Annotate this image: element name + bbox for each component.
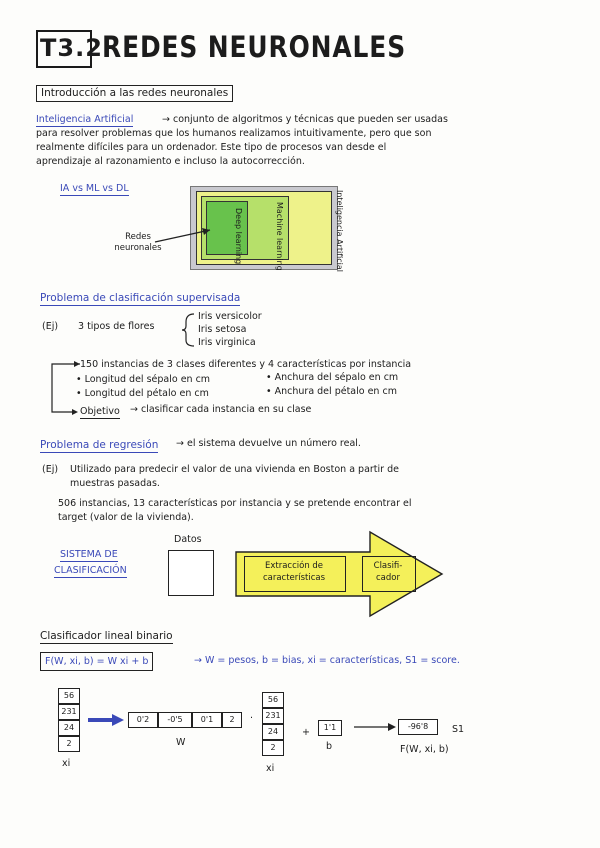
- xi-cell: 2: [262, 740, 284, 756]
- feature-3: • Longitud del pétalo en cm: [76, 388, 209, 399]
- xi-cell: 24: [58, 720, 80, 736]
- s-label: S1: [452, 724, 465, 735]
- clasificador-label: [362, 560, 414, 584]
- w-cell: 0'2: [128, 712, 158, 728]
- b-cell: 1'1: [318, 720, 342, 736]
- title-code: T3.2: [40, 34, 103, 62]
- xi-vector-left: [58, 688, 80, 752]
- page-title: REDES NEURONALES: [102, 30, 407, 64]
- intro-ai-def-1: → conjunto de algoritmos y técnicas que pueden ser usadas: [162, 114, 448, 125]
- regresion-ej-1: Utilizado para predecir el valor de una vivienda en Boston a partir de: [70, 464, 399, 475]
- clasif-heading: Problema de clasificación supervisada: [40, 292, 241, 304]
- clasif-ej-label: (Ej): [42, 321, 59, 332]
- xi-cell: 24: [262, 724, 284, 740]
- intro-heading: Introducción a las redes neuronales: [36, 85, 233, 102]
- intro-ai-term: Inteligencia Artificial: [36, 114, 134, 125]
- regresion-detail-2: target (valor de la vivienda).: [58, 512, 194, 523]
- venn-middle-label: Machine learning: [275, 202, 284, 271]
- clasificador-line-1: Clasifi-: [373, 561, 403, 571]
- clasificador-line-2: cador: [376, 573, 400, 583]
- feature-1: • Longitud del sépalo en cm: [76, 374, 211, 385]
- xi-cell: 231: [262, 708, 284, 724]
- intro-ai-def-4: aprendizaje al razonamiento e incluso la autocorrección.: [36, 156, 305, 167]
- datos-label: Datos: [174, 534, 202, 545]
- sistema-title-1: SISTEMA DE: [60, 549, 118, 560]
- regresion-def: → el sistema devuelve un número real.: [176, 438, 361, 449]
- datos-box: [168, 550, 214, 596]
- w-cell: -0'5: [158, 712, 192, 728]
- w-vector: [128, 712, 242, 728]
- venn-pointer-text: Redes neuronales: [114, 232, 162, 253]
- op-plus: +: [302, 727, 310, 738]
- extraccion-line-2: características: [262, 573, 326, 583]
- regresion-ej-label: (Ej): [42, 464, 59, 475]
- w-cell: 2: [222, 712, 242, 728]
- venn-pointer-label: [108, 232, 168, 254]
- venn-outer-label: Inteligencia Artificial: [335, 190, 344, 272]
- f-label: F(W, xi, b): [400, 744, 449, 755]
- feature-4: • Anchura del pétalo en cm: [266, 386, 397, 397]
- flower-3: Iris virginica: [198, 337, 256, 348]
- lineal-heading: Clasificador lineal binario: [40, 630, 173, 642]
- intro-ai-def-2: para resolver problemas que los humanos realizamos intuitivamente, pero que son: [36, 128, 432, 139]
- venn-inner-label: Deep learning: [234, 208, 243, 265]
- flowers-brace: [180, 310, 200, 350]
- objective-text: → clasificar cada instancia en su clase: [130, 404, 312, 415]
- result-cell: -96'8: [398, 719, 438, 735]
- op-dot: ·: [250, 713, 254, 724]
- lineal-formula: F(W, xi, b) = W xi + b: [40, 652, 153, 671]
- w-label: W: [176, 737, 186, 748]
- lineal-legend: → W = pesos, b = bias, xi = características, S1 = score.: [194, 655, 460, 666]
- flower-2: Iris setosa: [198, 324, 247, 335]
- sistema-title-2: CLASIFICACIÓN: [54, 565, 127, 576]
- xi-cell: 231: [58, 704, 80, 720]
- feature-2: • Anchura del sépalo en cm: [266, 372, 399, 383]
- b-label: b: [326, 741, 333, 752]
- xi-cell: 56: [58, 688, 80, 704]
- clasif-ej-text: 3 tipos de flores: [78, 321, 155, 332]
- xi-label-right: xi: [266, 763, 275, 774]
- transpose-arrow: [86, 712, 126, 728]
- result-box: [398, 719, 438, 735]
- intro-ai-def-3: realmente difíciles para un ordenador. Este tipo de procesos van desde el: [36, 142, 387, 153]
- xi-cell: 2: [58, 736, 80, 752]
- xi-cell: 56: [262, 692, 284, 708]
- extraccion-label: [244, 560, 344, 584]
- xi-label-left: xi: [62, 758, 71, 769]
- b-box: [318, 720, 342, 736]
- regresion-heading: Problema de regresión: [40, 439, 159, 451]
- objective-label: Objetivo: [80, 406, 120, 417]
- result-arrow: [352, 720, 398, 734]
- w-cell: 0'1: [192, 712, 222, 728]
- venn-title: IA vs ML vs DL: [60, 183, 129, 194]
- xi-vector-right: [262, 692, 284, 756]
- regresion-ej-2: muestras pasadas.: [70, 478, 160, 489]
- extraccion-line-1: Extracción de: [264, 561, 324, 571]
- flower-1: Iris versicolor: [198, 311, 262, 322]
- regresion-detail-1: 506 instancias, 13 características por instancia y se pretende encontrar el: [58, 498, 412, 509]
- clasif-instances: 150 instancias de 3 clases diferentes y 4 características por instancia: [80, 359, 412, 370]
